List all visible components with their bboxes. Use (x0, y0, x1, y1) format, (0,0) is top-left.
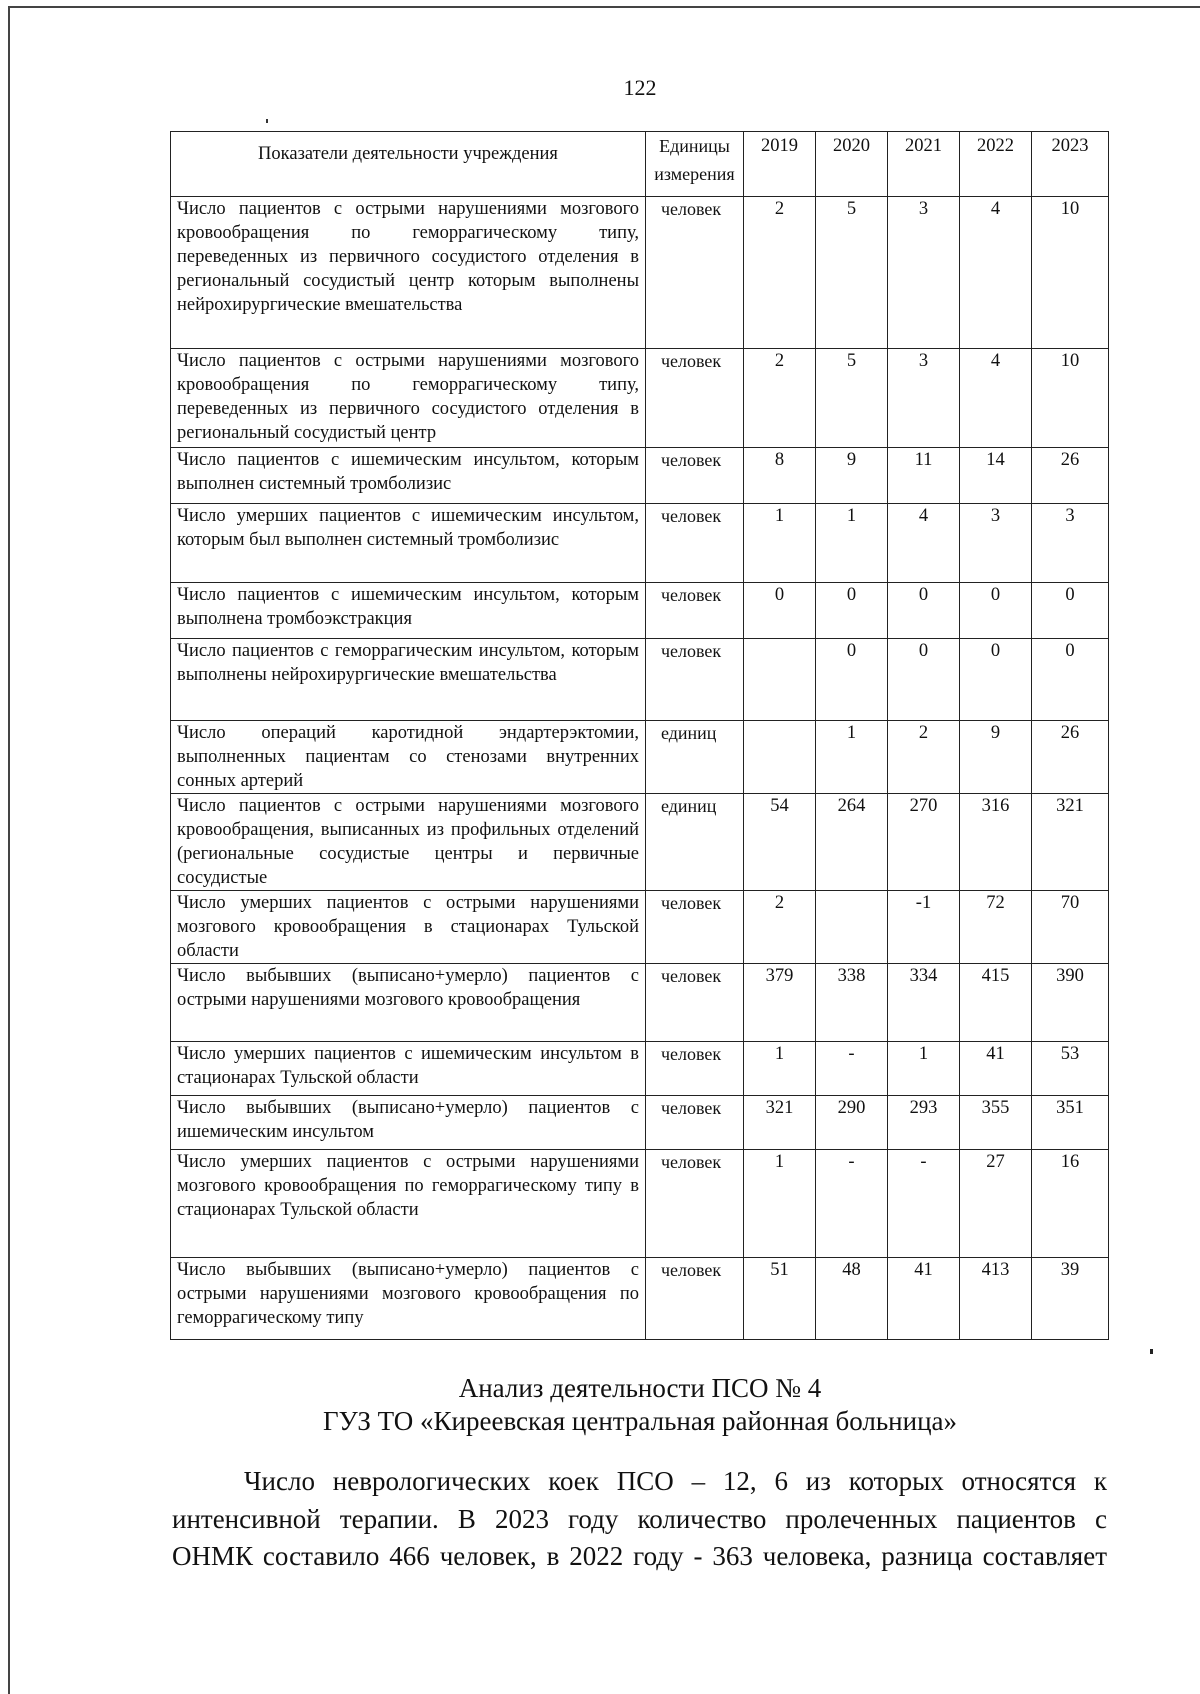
unit-cell: человек (646, 891, 744, 964)
value-cell: - (888, 1150, 960, 1258)
table-row (171, 1096, 1109, 1150)
scan-edge-top (10, 6, 1200, 8)
header-year: 2022 (960, 132, 1032, 197)
value-cell: 48 (816, 1258, 888, 1340)
value-cell: 9 (816, 448, 888, 504)
value-cell: 3 (888, 349, 960, 448)
unit-cell: человек (646, 1042, 744, 1096)
value-cell: 41 (888, 1258, 960, 1340)
table-row (171, 891, 1109, 964)
table-row (171, 197, 1109, 349)
value-cell (744, 721, 816, 794)
value-cell: 0 (816, 583, 888, 639)
value-cell: 72 (960, 891, 1032, 964)
value-cell: 10 (1032, 349, 1109, 448)
value-cell: 0 (816, 639, 888, 721)
value-cell: 5 (816, 349, 888, 448)
paragraph-line: интенсивной терапии. В 2023 году количество пролеченных пациентов с (172, 1503, 1107, 1534)
value-cell: 4 (960, 197, 1032, 349)
indicator-cell: Число пациентов с острыми нарушениями мозгового кровообращения по геморрагическому типу, переведенных из первичного сосудистого отделения в региональный сосудистый центр (171, 349, 646, 448)
value-cell: 390 (1032, 964, 1109, 1042)
value-cell: 4 (960, 349, 1032, 448)
unit-cell: человек (646, 1096, 744, 1150)
value-cell: 0 (888, 639, 960, 721)
table-row (171, 721, 1109, 794)
table-row (171, 964, 1109, 1042)
value-cell: 26 (1032, 448, 1109, 504)
indicator-cell: Число умерших пациентов с острыми нарушениями мозгового кровообращения в стационарах Тульской области (171, 891, 646, 964)
value-cell: - (816, 1042, 888, 1096)
header-year: 2020 (816, 132, 888, 197)
value-cell (744, 639, 816, 721)
value-cell: 1 (888, 1042, 960, 1096)
table-row (171, 583, 1109, 639)
unit-cell: человек (646, 197, 744, 349)
paragraph-line: ОНМК составило 466 человек, в 2022 году - 363 человека, разница составляет (172, 1541, 1107, 1571)
value-cell: 3 (888, 197, 960, 349)
table-row (171, 448, 1109, 504)
indicator-cell: Число пациентов с острыми нарушениями мозгового кровообращения по геморрагическому типу, переведенных из первичного сосудистого отделения в региональный сосудистый центр которым выполнены нейрохирургические вмешательства (171, 197, 646, 349)
value-cell: 4 (888, 504, 960, 583)
scan-mark (266, 119, 268, 123)
value-cell: 2 (744, 349, 816, 448)
value-cell: 10 (1032, 197, 1109, 349)
value-cell: 3 (1032, 504, 1109, 583)
header-indicator: Показатели деятельности учреждения (171, 132, 646, 197)
value-cell: 27 (960, 1150, 1032, 1258)
indicators-table (170, 131, 1109, 1340)
value-cell: 379 (744, 964, 816, 1042)
value-cell: 41 (960, 1042, 1032, 1096)
value-cell: 3 (960, 504, 1032, 583)
value-cell: 334 (888, 964, 960, 1042)
value-cell: 5 (816, 197, 888, 349)
section-title: Анализ деятельности ПСО № 4 (458, 1373, 822, 1403)
indicator-cell: Число операций каротидной эндартерэктомии, выполненных пациентам со стенозами внутренних сонных артерий (171, 721, 646, 794)
unit-cell: человек (646, 448, 744, 504)
value-cell: 16 (1032, 1150, 1109, 1258)
scan-edge-left (8, 6, 10, 1694)
unit-cell: человек (646, 1150, 744, 1258)
value-cell: 316 (960, 794, 1032, 891)
indicator-cell: Число выбывших (выписано+умерло) пациентов с острыми нарушениями мозгового кровообращения по геморрагическому типу (171, 1258, 646, 1340)
indicator-cell: Число пациентов с ишемическим инсультом, которым выполнена тромбоэкстракция (171, 583, 646, 639)
value-cell: 70 (1032, 891, 1109, 964)
value-cell: 0 (1032, 583, 1109, 639)
value-cell (816, 891, 888, 964)
value-cell: 2 (744, 891, 816, 964)
value-cell: 321 (1032, 794, 1109, 891)
value-cell: 2 (744, 197, 816, 349)
unit-cell: единиц (646, 794, 744, 891)
value-cell: 53 (1032, 1042, 1109, 1096)
value-cell: 1 (744, 1150, 816, 1258)
unit-cell: единиц (646, 721, 744, 794)
table-row (171, 1258, 1109, 1340)
value-cell: 293 (888, 1096, 960, 1150)
body-paragraph (172, 1463, 1107, 1576)
header-unit-line2: измерения (654, 164, 735, 184)
indicator-cell: Число пациентов с ишемическим инсультом, которым выполнен системный тромболизис (171, 448, 646, 504)
value-cell: 1 (816, 721, 888, 794)
value-cell: 321 (744, 1096, 816, 1150)
page-number: 122 (623, 75, 657, 100)
value-cell: 290 (816, 1096, 888, 1150)
value-cell: - (816, 1150, 888, 1258)
value-cell: 1 (744, 504, 816, 583)
indicator-cell: Число пациентов с острыми нарушениями мозгового кровообращения, выписанных из профильных отделений (региональные сосудистые центры и первичные сосудистые (171, 794, 646, 891)
value-cell: 1 (744, 1042, 816, 1096)
unit-cell: человек (646, 964, 744, 1042)
value-cell: 270 (888, 794, 960, 891)
unit-cell: человек (646, 639, 744, 721)
header-year: 2021 (888, 132, 960, 197)
table-row (171, 1150, 1109, 1258)
table-header-row (171, 132, 1109, 197)
unit-cell: человек (646, 349, 744, 448)
indicator-cell: Число умерших пациентов с ишемическим инсультом, которым был выполнен системный тромболизис (171, 504, 646, 583)
value-cell: 0 (960, 583, 1032, 639)
value-cell: 338 (816, 964, 888, 1042)
value-cell: 0 (888, 583, 960, 639)
indicator-cell: Число пациентов с геморрагическим инсультом, которым выполнены нейрохирургические вмешательства (171, 639, 646, 721)
unit-cell: человек (646, 504, 744, 583)
table-row (171, 1042, 1109, 1096)
table-row (171, 794, 1109, 891)
value-cell: 0 (960, 639, 1032, 721)
value-cell: 14 (960, 448, 1032, 504)
value-cell: 355 (960, 1096, 1032, 1150)
paragraph-line: Число неврологических коек ПСО – 12, 6 из которых относятся к (244, 1466, 1107, 1496)
value-cell: 413 (960, 1258, 1032, 1340)
header-year: 2019 (744, 132, 816, 197)
value-cell: 26 (1032, 721, 1109, 794)
indicator-cell: Число выбывших (выписано+умерло) пациентов с ишемическим инсультом (171, 1096, 646, 1150)
table-row (171, 639, 1109, 721)
indicator-cell: Число умерших пациентов с острыми нарушениями мозгового кровообращения по геморрагическому типу в стационарах Тульской области (171, 1150, 646, 1258)
value-cell: 54 (744, 794, 816, 891)
value-cell: 8 (744, 448, 816, 504)
header-unit-line1: Единицы (659, 136, 730, 156)
value-cell: 1 (816, 504, 888, 583)
value-cell: -1 (888, 891, 960, 964)
header-unit (646, 132, 744, 197)
value-cell: 51 (744, 1258, 816, 1340)
table-row (171, 504, 1109, 583)
indicator-cell: Число выбывших (выписано+умерло) пациентов с острыми нарушениями мозгового кровообращения (171, 964, 646, 1042)
header-year: 2023 (1032, 132, 1109, 197)
value-cell: 39 (1032, 1258, 1109, 1340)
unit-cell: человек (646, 583, 744, 639)
value-cell: 11 (888, 448, 960, 504)
value-cell: 351 (1032, 1096, 1109, 1150)
value-cell: 0 (1032, 639, 1109, 721)
unit-cell: человек (646, 1258, 744, 1340)
value-cell: 2 (888, 721, 960, 794)
value-cell: 415 (960, 964, 1032, 1042)
value-cell: 264 (816, 794, 888, 891)
table-row (171, 349, 1109, 448)
value-cell: 9 (960, 721, 1032, 794)
value-cell: 0 (744, 583, 816, 639)
section-subtitle: ГУЗ ТО «Киреевская центральная районная больница» (323, 1406, 957, 1436)
indicator-cell: Число умерших пациентов с ишемическим инсультом в стационарах Тульской области (171, 1042, 646, 1096)
scan-mark (1150, 1349, 1153, 1354)
